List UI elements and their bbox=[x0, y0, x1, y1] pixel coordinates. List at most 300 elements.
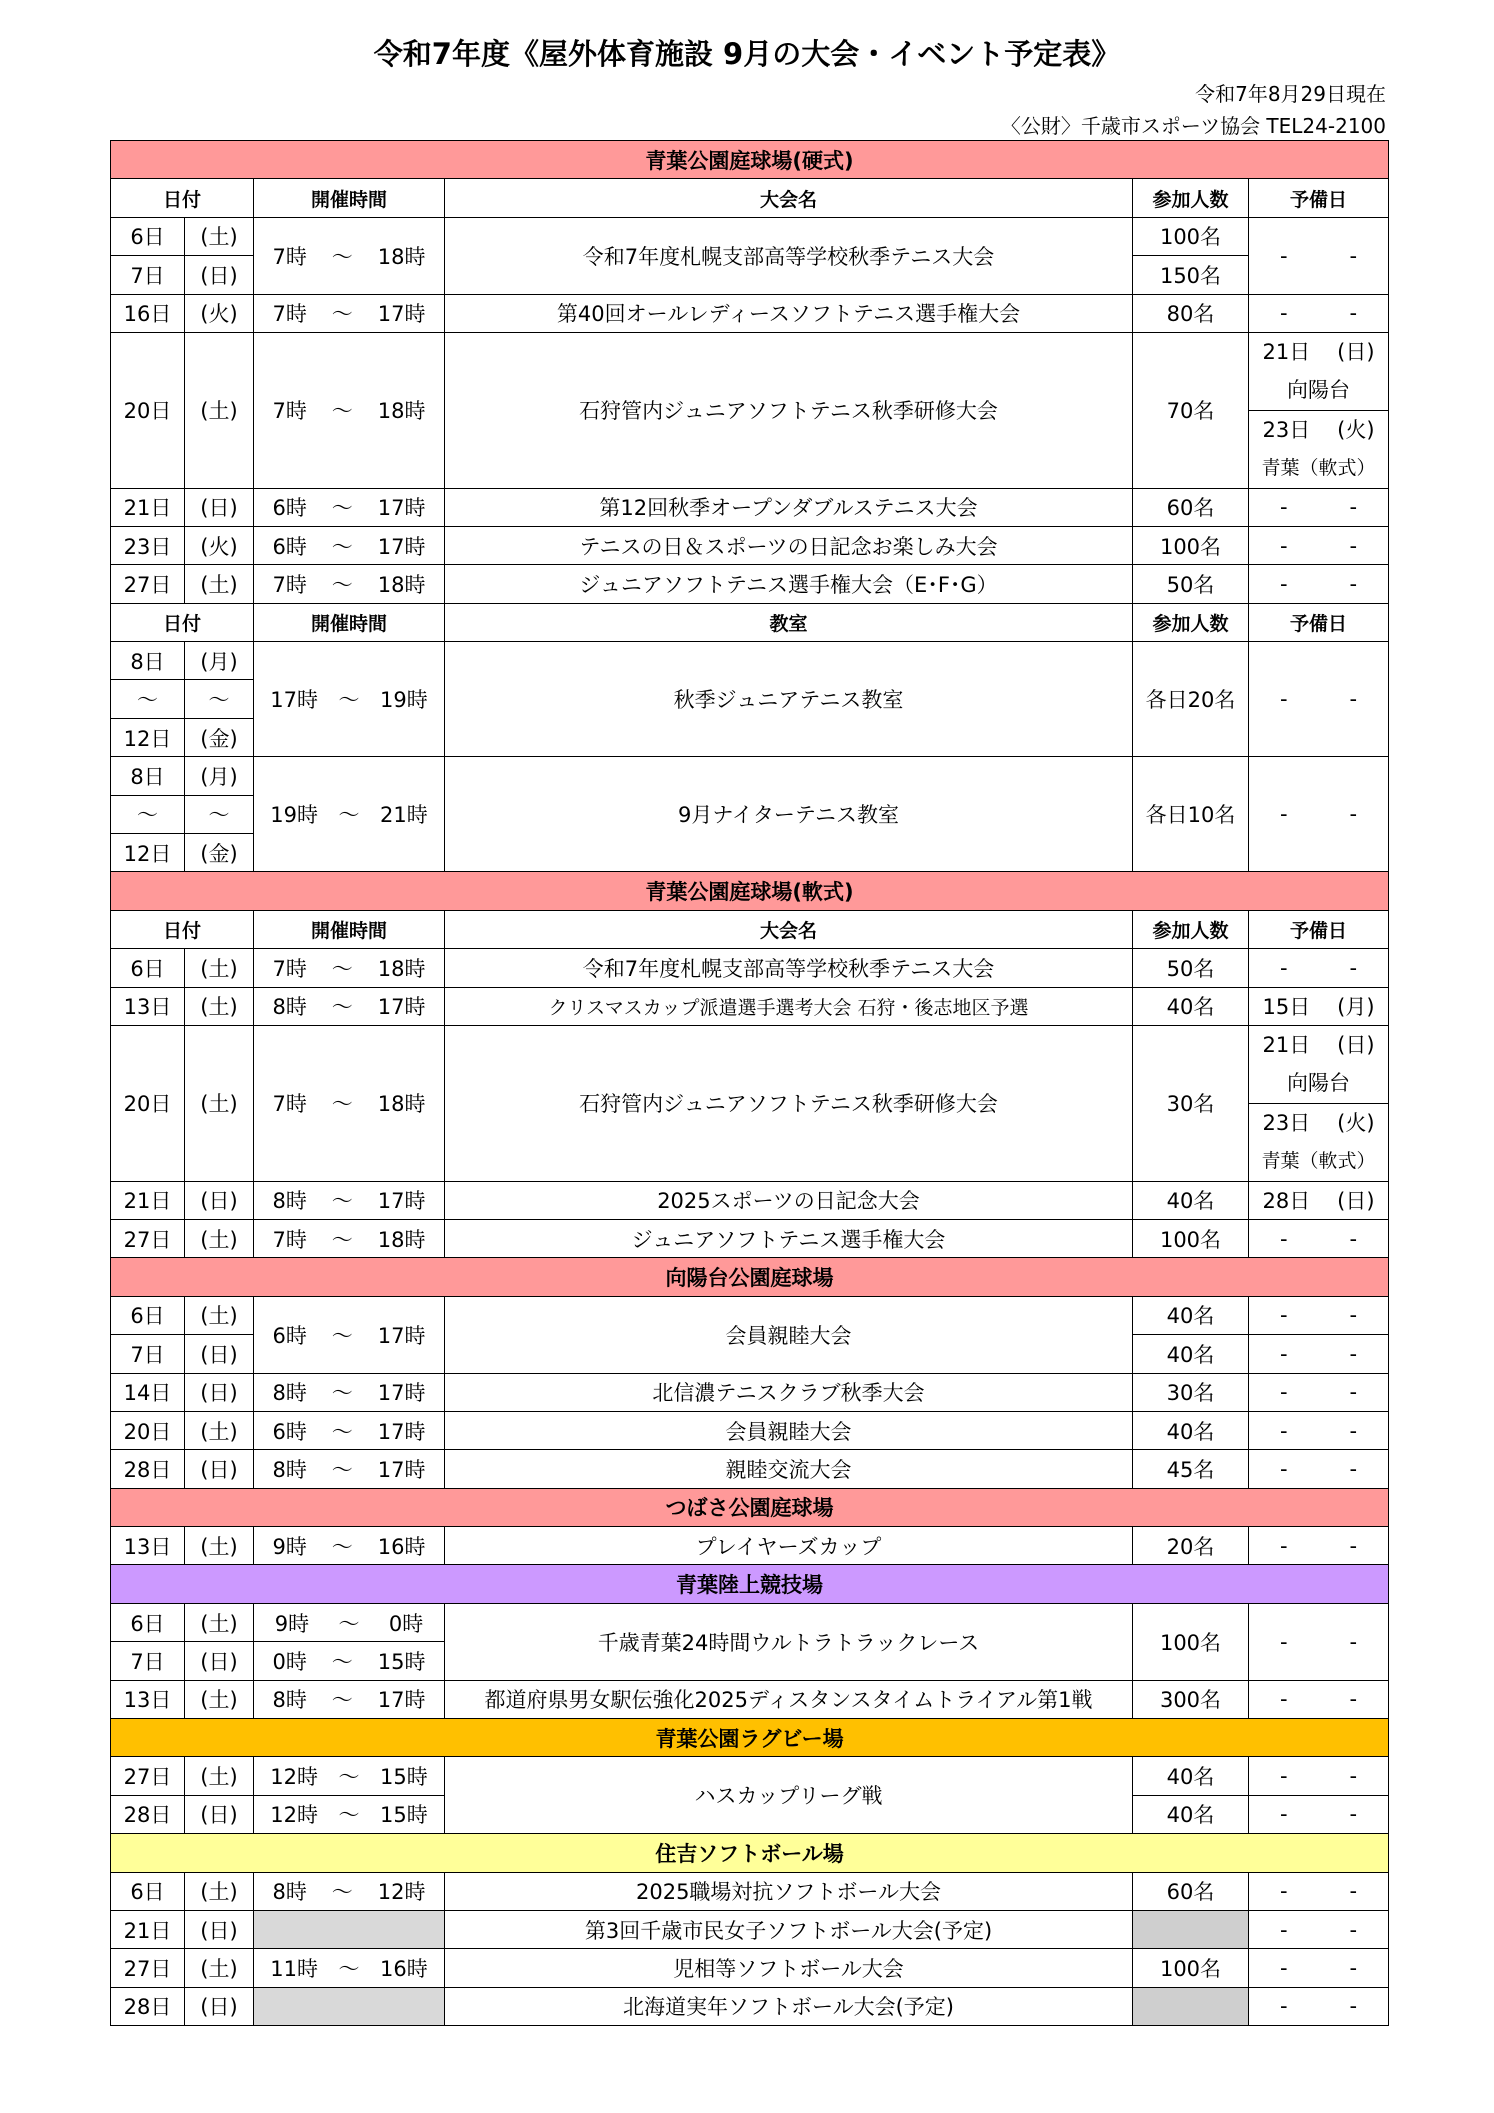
dash: - bbox=[1349, 1917, 1358, 1942]
start-time: 8時 bbox=[272, 995, 307, 1020]
event-time bbox=[254, 1642, 445, 1680]
dash: - bbox=[1349, 1687, 1358, 1712]
event-weekday: (日) bbox=[185, 1181, 254, 1219]
venue-row bbox=[111, 1488, 1389, 1526]
column-header-row bbox=[111, 179, 1389, 217]
reserve-day bbox=[1249, 1411, 1389, 1449]
tilde: ～ bbox=[331, 1381, 353, 1406]
event-weekday: (火) bbox=[185, 526, 254, 564]
participants: 40名 bbox=[1133, 1795, 1249, 1833]
dash: - bbox=[1279, 1418, 1288, 1443]
dash: - bbox=[1349, 533, 1358, 558]
dash: - bbox=[1279, 1764, 1288, 1789]
event-time bbox=[254, 1949, 445, 1987]
header-reserve: 予備日 bbox=[1249, 603, 1389, 641]
event-name: 令和7年度札幌支部高等学校秋季テニス大会 bbox=[445, 217, 1133, 294]
start-time: 9時 bbox=[272, 1534, 307, 1559]
reserve-date: 21日 bbox=[1262, 339, 1311, 364]
event-row bbox=[111, 217, 1389, 255]
end-time: 17時 bbox=[377, 1457, 426, 1482]
event-time bbox=[254, 1450, 445, 1488]
event-day: 6日 bbox=[111, 949, 185, 987]
start-time: 12時 bbox=[270, 1803, 318, 1828]
tilde: ～ bbox=[331, 995, 353, 1020]
participants: 40名 bbox=[1133, 1411, 1249, 1449]
start-time: 8時 bbox=[272, 1457, 307, 1482]
start-time: 6時 bbox=[272, 496, 307, 521]
dash: - bbox=[1349, 1879, 1358, 1904]
start-time: 11時 bbox=[270, 1957, 318, 1982]
start-time: 8時 bbox=[272, 1381, 307, 1406]
end-time: 17時 bbox=[377, 496, 426, 521]
participants: 40名 bbox=[1133, 1757, 1249, 1795]
dash: - bbox=[1279, 1303, 1288, 1328]
event-time bbox=[254, 987, 445, 1025]
class-day-end: 12日 bbox=[111, 834, 185, 872]
class-time bbox=[254, 757, 445, 872]
event-row bbox=[111, 565, 1389, 603]
dash: - bbox=[1279, 1956, 1288, 1981]
event-time bbox=[254, 294, 445, 332]
header-event: 大会名 bbox=[445, 179, 1133, 217]
event-name: 児相等ソフトボール大会 bbox=[445, 1949, 1133, 1987]
event-weekday: (土) bbox=[185, 1949, 254, 1987]
tilde: ～ bbox=[111, 795, 185, 833]
venue-header: 住吉ソフトボール場 bbox=[111, 1834, 1389, 1872]
reserve-day bbox=[1249, 949, 1389, 987]
end-time: 17時 bbox=[377, 1419, 426, 1444]
event-name: プレイヤーズカップ bbox=[445, 1527, 1133, 1565]
event-name: 石狩管内ジュニアソフトテニス秋季研修大会 bbox=[445, 1025, 1133, 1181]
event-time bbox=[254, 1987, 445, 2025]
tilde: ～ bbox=[331, 1323, 353, 1348]
organization-contact: 〈公財〉千歳市スポーツ協会 TEL24-2100 bbox=[1000, 114, 1386, 138]
column-header-row bbox=[111, 603, 1389, 641]
reserve-venue: 向陽台 bbox=[1287, 378, 1351, 403]
participants bbox=[1133, 1987, 1249, 2025]
dash: - bbox=[1279, 1879, 1288, 1904]
event-time bbox=[254, 949, 445, 987]
reserve-day bbox=[1249, 1910, 1389, 1948]
class-day-start: 8日 bbox=[111, 757, 185, 795]
event-weekday: (土) bbox=[185, 1296, 254, 1334]
reserve-venue: 向陽台 bbox=[1287, 1071, 1351, 1096]
dash: - bbox=[1349, 495, 1358, 520]
tilde: ～ bbox=[331, 956, 353, 981]
column-header-row bbox=[111, 910, 1389, 948]
dash: - bbox=[1279, 955, 1288, 980]
event-day: 27日 bbox=[111, 565, 185, 603]
schedule-table bbox=[110, 140, 1389, 2026]
dash: - bbox=[1349, 301, 1358, 326]
event-row bbox=[111, 1450, 1389, 1488]
event-time bbox=[254, 1296, 445, 1373]
event-row bbox=[111, 1181, 1389, 1219]
participants: 20名 bbox=[1133, 1527, 1249, 1565]
event-weekday: (土) bbox=[185, 1411, 254, 1449]
reserve-venue: 青葉（軟式） bbox=[1261, 1150, 1376, 1173]
participants: 40名 bbox=[1133, 987, 1249, 1025]
event-day: 27日 bbox=[111, 1949, 185, 1987]
event-name: 第12回秋季オープンダブルステニス大会 bbox=[445, 488, 1133, 526]
start-time: 8時 bbox=[272, 1688, 307, 1713]
event-day: 7日 bbox=[111, 1642, 185, 1680]
event-row bbox=[111, 1872, 1389, 1910]
event-name: 千歳青葉24時間ウルトラトラックレース bbox=[445, 1603, 1133, 1680]
tilde: ～ bbox=[338, 688, 360, 713]
dash: - bbox=[1279, 495, 1288, 520]
event-name: 都道府県男女駅伝強化2025ディスタンスタイムトライアル第1戦 bbox=[445, 1680, 1133, 1718]
header-date: 日付 bbox=[111, 603, 254, 641]
event-row bbox=[111, 1527, 1389, 1565]
event-weekday: (土) bbox=[185, 1603, 254, 1641]
event-weekday: (土) bbox=[185, 1219, 254, 1257]
event-day: 21日 bbox=[111, 1181, 185, 1219]
event-time bbox=[254, 1757, 445, 1795]
tilde: ～ bbox=[331, 1880, 353, 1905]
participants: 100名 bbox=[1133, 1219, 1249, 1257]
event-row bbox=[111, 1411, 1389, 1449]
tilde: ～ bbox=[331, 1649, 353, 1674]
dash: - bbox=[1279, 1226, 1288, 1251]
event-day: 6日 bbox=[111, 217, 185, 255]
participants: 各日10名 bbox=[1133, 757, 1249, 872]
class-name: 秋季ジュニアテニス教室 bbox=[445, 642, 1133, 757]
dash: - bbox=[1349, 1994, 1358, 2019]
venue-header: 青葉陸上競技場 bbox=[111, 1565, 1389, 1603]
participants: 100名 bbox=[1133, 1603, 1249, 1680]
dash: - bbox=[1349, 1341, 1358, 1366]
dash: - bbox=[1349, 1629, 1358, 1654]
event-weekday: (土) bbox=[185, 1680, 254, 1718]
dash: - bbox=[1279, 1456, 1288, 1481]
reserve-day bbox=[1249, 1181, 1389, 1219]
end-time: 18時 bbox=[377, 956, 426, 981]
reserve-day bbox=[1249, 488, 1389, 526]
end-time: 18時 bbox=[377, 1092, 426, 1117]
start-time: 17時 bbox=[270, 688, 318, 713]
event-day: 7日 bbox=[111, 1335, 185, 1373]
event-row bbox=[111, 1910, 1389, 1948]
start-time: 8時 bbox=[272, 1880, 307, 1905]
header-time: 開催時間 bbox=[254, 603, 445, 641]
event-day: 6日 bbox=[111, 1603, 185, 1641]
tilde: ～ bbox=[338, 803, 360, 828]
event-name: 2025職場対抗ソフトボール大会 bbox=[445, 1872, 1133, 1910]
start-time: 12時 bbox=[270, 1765, 318, 1790]
tilde: ～ bbox=[185, 795, 254, 833]
dash: - bbox=[1349, 1418, 1358, 1443]
dash: - bbox=[1349, 687, 1358, 712]
participants: 150名 bbox=[1133, 256, 1249, 294]
event-time bbox=[254, 332, 445, 488]
event-day: 13日 bbox=[111, 987, 185, 1025]
event-weekday: (土) bbox=[185, 332, 254, 488]
class-name: 9月ナイターテニス教室 bbox=[445, 757, 1133, 872]
event-weekday: (日) bbox=[185, 1795, 254, 1833]
header-time: 開催時間 bbox=[254, 179, 445, 217]
dash: - bbox=[1279, 1687, 1288, 1712]
event-name: クリスマスカップ派遣選手選考大会 石狩・後志地区予選 bbox=[445, 987, 1133, 1025]
reserve-date: 15日 bbox=[1262, 995, 1311, 1020]
end-time: 16時 bbox=[377, 1534, 426, 1559]
reserve-day bbox=[1249, 410, 1389, 488]
participants: 50名 bbox=[1133, 565, 1249, 603]
participants: 40名 bbox=[1133, 1181, 1249, 1219]
start-time: 0時 bbox=[272, 1649, 307, 1674]
start-time: 6時 bbox=[272, 1323, 307, 1348]
event-day: 13日 bbox=[111, 1680, 185, 1718]
event-weekday: (土) bbox=[185, 1025, 254, 1181]
event-time bbox=[254, 1603, 445, 1641]
event-row bbox=[111, 1757, 1389, 1795]
event-day: 27日 bbox=[111, 1219, 185, 1257]
end-time: 0時 bbox=[388, 1611, 424, 1636]
end-time: 17時 bbox=[377, 995, 426, 1020]
dash: - bbox=[1349, 1226, 1358, 1251]
event-row bbox=[111, 1603, 1389, 1641]
header-event: 大会名 bbox=[445, 910, 1133, 948]
reserve-day bbox=[1249, 1757, 1389, 1795]
reserve-day bbox=[1249, 642, 1389, 757]
dash: - bbox=[1279, 301, 1288, 326]
reserve-day bbox=[1249, 1373, 1389, 1411]
event-row bbox=[111, 294, 1389, 332]
event-name: 第40回オールレディースソフトテニス選手権大会 bbox=[445, 294, 1133, 332]
start-time: 9時 bbox=[274, 1611, 310, 1636]
reserve-day bbox=[1249, 757, 1389, 872]
participants: 45名 bbox=[1133, 1450, 1249, 1488]
event-row bbox=[111, 1987, 1389, 2025]
dash: - bbox=[1279, 1917, 1288, 1942]
dash: - bbox=[1279, 1341, 1288, 1366]
event-name: 北信濃テニスクラブ秋季大会 bbox=[445, 1373, 1133, 1411]
tilde: ～ bbox=[338, 1957, 360, 1982]
dash: - bbox=[1279, 1802, 1288, 1827]
dash: - bbox=[1349, 1380, 1358, 1405]
header-reserve: 予備日 bbox=[1249, 179, 1389, 217]
event-name: ハスカップリーグ戦 bbox=[445, 1757, 1133, 1834]
event-weekday: (日) bbox=[185, 1642, 254, 1680]
venue-row bbox=[111, 1719, 1389, 1757]
event-weekday: (土) bbox=[185, 1527, 254, 1565]
start-time: 7時 bbox=[272, 1092, 307, 1117]
event-name: ジュニアソフトテニス選手権大会（E･F･G） bbox=[445, 565, 1133, 603]
start-time: 6時 bbox=[272, 1419, 307, 1444]
tilde: ～ bbox=[331, 1227, 353, 1252]
event-time bbox=[254, 488, 445, 526]
header-participants: 参加人数 bbox=[1133, 179, 1249, 217]
reserve-day bbox=[1249, 565, 1389, 603]
event-day: 20日 bbox=[111, 1411, 185, 1449]
event-day: 7日 bbox=[111, 256, 185, 294]
event-day: 27日 bbox=[111, 1757, 185, 1795]
event-name: 第3回千歳市民女子ソフトボール大会(予定) bbox=[445, 1910, 1133, 1948]
venue-header: 青葉公園庭球場(硬式) bbox=[111, 141, 1389, 179]
venue-row bbox=[111, 872, 1389, 910]
tilde: ～ bbox=[331, 496, 353, 521]
event-day: 6日 bbox=[111, 1872, 185, 1910]
dash: - bbox=[1279, 243, 1288, 268]
reserve-day bbox=[1249, 1987, 1389, 2025]
header-time: 開催時間 bbox=[254, 910, 445, 948]
dash: - bbox=[1279, 1380, 1288, 1405]
participants: 100名 bbox=[1133, 217, 1249, 255]
class-day-end: 12日 bbox=[111, 718, 185, 756]
reserve-day bbox=[1249, 332, 1389, 410]
start-time: 6時 bbox=[272, 534, 307, 559]
event-weekday: (日) bbox=[185, 488, 254, 526]
event-row bbox=[111, 488, 1389, 526]
reserve-day bbox=[1249, 1450, 1389, 1488]
event-name: テニスの日＆スポーツの日記念お楽しみ大会 bbox=[445, 526, 1133, 564]
reserve-day bbox=[1249, 1680, 1389, 1718]
header-event: 教室 bbox=[445, 603, 1133, 641]
end-time: 16時 bbox=[379, 1957, 428, 1982]
dash: - bbox=[1349, 571, 1358, 596]
start-time: 7時 bbox=[272, 302, 307, 327]
reserve-weekday: (火) bbox=[1337, 417, 1375, 442]
event-time bbox=[254, 1872, 445, 1910]
participants: 30名 bbox=[1133, 1373, 1249, 1411]
reserve-day bbox=[1249, 1872, 1389, 1910]
venue-row bbox=[111, 1834, 1389, 1872]
start-time: 8時 bbox=[272, 1189, 307, 1214]
event-time bbox=[254, 1527, 445, 1565]
venue-header: 青葉公園ラグビー場 bbox=[111, 1719, 1389, 1757]
dash: - bbox=[1279, 571, 1288, 596]
class-row bbox=[111, 642, 1389, 680]
reserve-day bbox=[1249, 1795, 1389, 1833]
participants: 60名 bbox=[1133, 488, 1249, 526]
reserve-date: 23日 bbox=[1262, 417, 1311, 442]
participants: 60名 bbox=[1133, 1872, 1249, 1910]
venue-header: 向陽台公園庭球場 bbox=[111, 1258, 1389, 1296]
event-weekday: (土) bbox=[185, 949, 254, 987]
end-time: 18時 bbox=[377, 244, 426, 269]
reserve-day bbox=[1249, 1335, 1389, 1373]
class-day-start: 8日 bbox=[111, 642, 185, 680]
event-weekday: (火) bbox=[185, 294, 254, 332]
reserve-date: 28日 bbox=[1262, 1189, 1311, 1214]
participants: 100名 bbox=[1133, 1949, 1249, 1987]
dash: - bbox=[1349, 1303, 1358, 1328]
tilde: ～ bbox=[331, 572, 353, 597]
end-time: 17時 bbox=[377, 1688, 426, 1713]
dash: - bbox=[1279, 533, 1288, 558]
reserve-day bbox=[1249, 1949, 1389, 1987]
participants: 50名 bbox=[1133, 949, 1249, 987]
participants bbox=[1133, 1910, 1249, 1948]
tilde: ～ bbox=[331, 244, 353, 269]
event-time bbox=[254, 217, 445, 294]
end-time: 17時 bbox=[377, 534, 426, 559]
participants: 80名 bbox=[1133, 294, 1249, 332]
reserve-weekday: (火) bbox=[1337, 1110, 1375, 1135]
participants: 300名 bbox=[1133, 1680, 1249, 1718]
event-weekday: (日) bbox=[185, 1987, 254, 2025]
dash: - bbox=[1279, 802, 1288, 827]
reserve-day bbox=[1249, 1603, 1389, 1680]
event-name: 会員親睦大会 bbox=[445, 1411, 1133, 1449]
reserve-weekday: (日) bbox=[1337, 1189, 1375, 1214]
event-day: 21日 bbox=[111, 488, 185, 526]
event-time bbox=[254, 1181, 445, 1219]
dash: - bbox=[1349, 1956, 1358, 1981]
participants: 100名 bbox=[1133, 526, 1249, 564]
dash: - bbox=[1279, 1994, 1288, 2019]
reserve-day bbox=[1249, 1527, 1389, 1565]
class-weekday-end: (金) bbox=[185, 718, 254, 756]
event-day: 20日 bbox=[111, 1025, 185, 1181]
as-of-date: 令和7年8月29日現在 bbox=[1195, 82, 1386, 106]
tilde: ～ bbox=[331, 1092, 353, 1117]
venue-header: つばさ公園庭球場 bbox=[111, 1488, 1389, 1526]
end-time: 18時 bbox=[377, 1227, 426, 1252]
event-name: ジュニアソフトテニス選手権大会 bbox=[445, 1219, 1133, 1257]
event-day: 28日 bbox=[111, 1795, 185, 1833]
event-day: 6日 bbox=[111, 1296, 185, 1334]
event-name: 石狩管内ジュニアソフトテニス秋季研修大会 bbox=[445, 332, 1133, 488]
reserve-weekday: (日) bbox=[1337, 1032, 1375, 1057]
event-day: 14日 bbox=[111, 1373, 185, 1411]
event-name: 会員親睦大会 bbox=[445, 1296, 1133, 1373]
event-weekday: (土) bbox=[185, 987, 254, 1025]
event-name: 令和7年度札幌支部高等学校秋季テニス大会 bbox=[445, 949, 1133, 987]
start-time: 7時 bbox=[272, 1227, 307, 1252]
reserve-day bbox=[1249, 1103, 1389, 1181]
event-name: 北海道実年ソフトボール大会(予定) bbox=[445, 1987, 1133, 2025]
event-row bbox=[111, 1296, 1389, 1334]
event-time bbox=[254, 565, 445, 603]
event-day: 13日 bbox=[111, 1527, 185, 1565]
reserve-venue: 青葉（軟式） bbox=[1261, 457, 1376, 480]
end-time: 18時 bbox=[377, 572, 426, 597]
event-row bbox=[111, 1949, 1389, 1987]
venue-row bbox=[111, 141, 1389, 179]
dash: - bbox=[1349, 1802, 1358, 1827]
start-time: 7時 bbox=[272, 244, 307, 269]
end-time: 17時 bbox=[377, 302, 426, 327]
dash: - bbox=[1349, 1533, 1358, 1558]
class-weekday-start: (月) bbox=[185, 642, 254, 680]
event-day: 16日 bbox=[111, 294, 185, 332]
end-time: 21時 bbox=[379, 803, 428, 828]
header-participants: 参加人数 bbox=[1133, 603, 1249, 641]
tilde: ～ bbox=[331, 302, 353, 327]
reserve-date: 23日 bbox=[1262, 1110, 1311, 1135]
venue-row bbox=[111, 1565, 1389, 1603]
dash: - bbox=[1349, 1456, 1358, 1481]
end-time: 15時 bbox=[379, 1803, 428, 1828]
tilde: ～ bbox=[331, 1189, 353, 1214]
event-weekday: (日) bbox=[185, 1450, 254, 1488]
class-row bbox=[111, 757, 1389, 795]
event-weekday: (土) bbox=[185, 217, 254, 255]
event-time bbox=[254, 1373, 445, 1411]
class-time bbox=[254, 642, 445, 757]
end-time: 15時 bbox=[379, 1765, 428, 1790]
end-time: 18時 bbox=[377, 399, 426, 424]
event-row bbox=[111, 332, 1389, 371]
reserve-day bbox=[1249, 987, 1389, 1025]
event-day: 28日 bbox=[111, 1987, 185, 2025]
participants: 30名 bbox=[1133, 1025, 1249, 1181]
event-name: 2025スポーツの日記念大会 bbox=[445, 1181, 1133, 1219]
end-time: 17時 bbox=[377, 1323, 426, 1348]
dash: - bbox=[1349, 955, 1358, 980]
reserve-day bbox=[1249, 526, 1389, 564]
